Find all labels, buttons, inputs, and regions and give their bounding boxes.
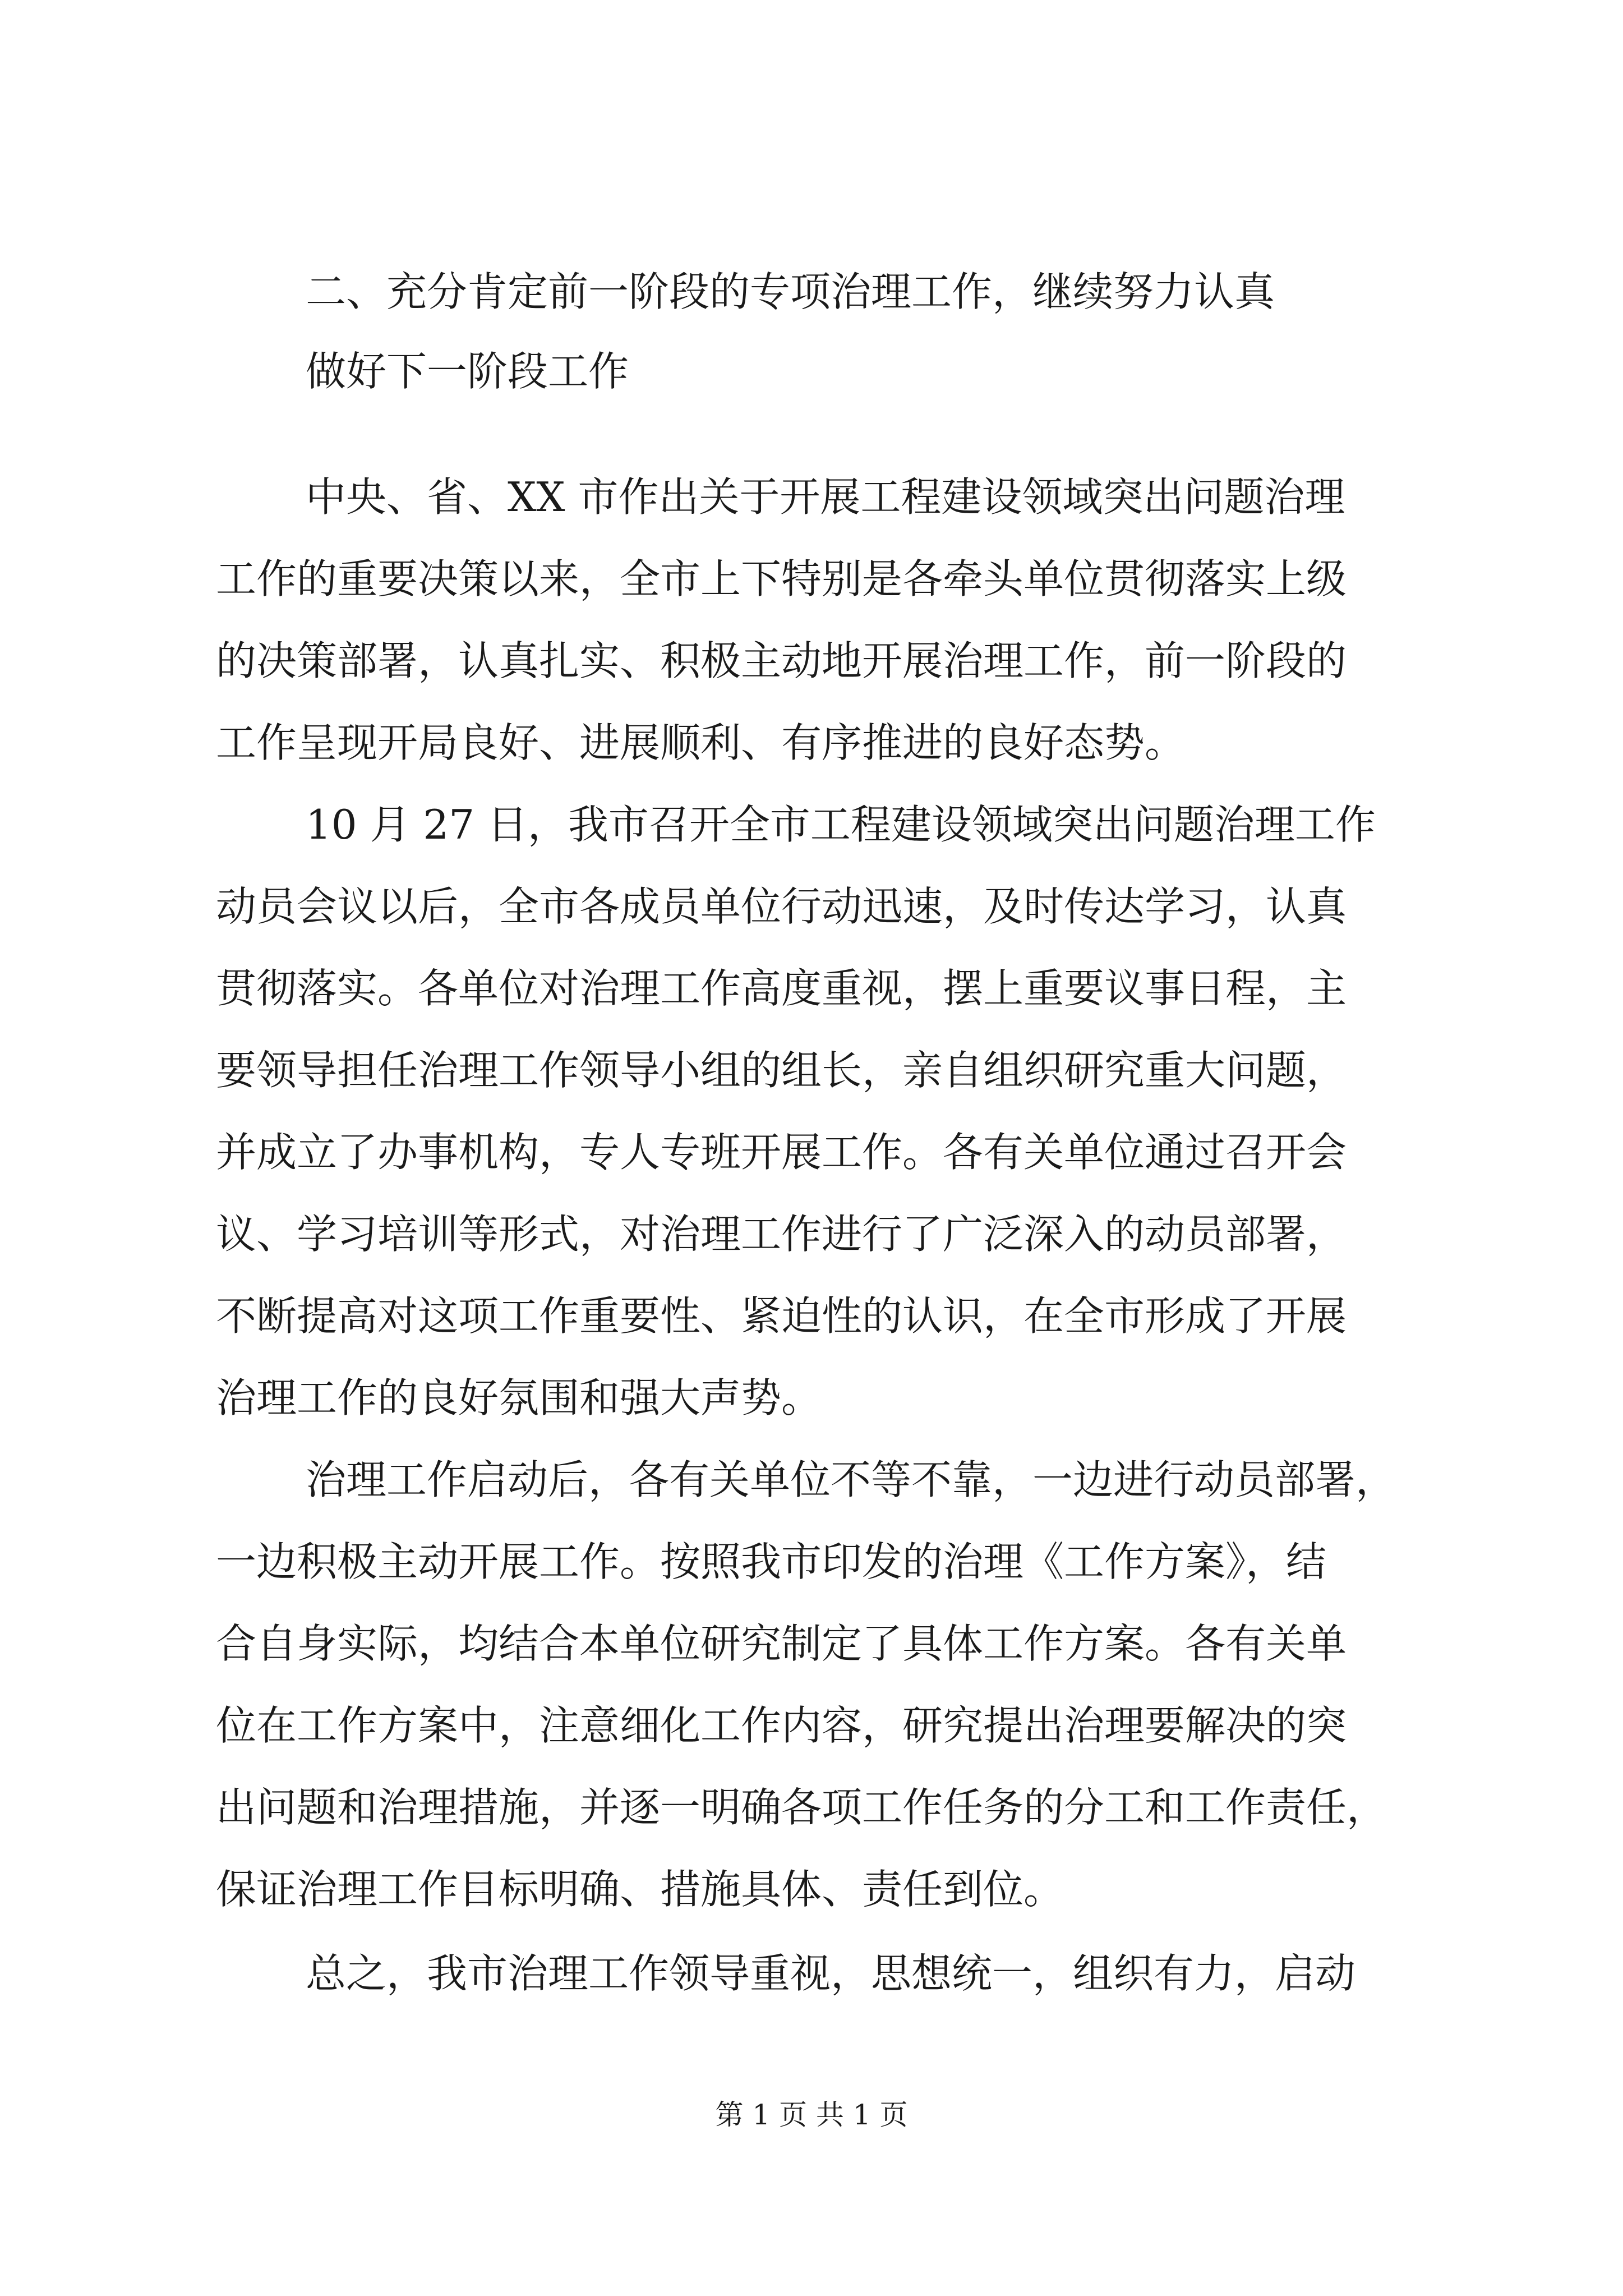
- paragraph-1-line-4: 工作呈现开局良好、进展顺利、有序推进的良好态势。: [216, 719, 1186, 766]
- paragraph-2-line-8: 治理工作的良好氛围和强大声势。: [216, 1374, 822, 1421]
- paragraph-2-line-6: 议、学习培训等形式，对治理工作进行了广泛深入的动员部署，: [216, 1211, 1347, 1258]
- paragraph-1-line-2: 工作的重要决策以来，全市上下特别是各牵头单位贯彻落实上级: [216, 555, 1347, 602]
- paragraph-2-line-2: 动员会议以后，全市各成员单位行动迅速，及时传达学习，认真: [216, 883, 1347, 930]
- paragraph-3-line-2: 一边积极主动开展工作。按照我市印发的治理《工作方案》，结: [216, 1538, 1327, 1585]
- heading-line-2: 做好下一阶段工作: [306, 348, 629, 395]
- paragraph-2-line-4: 要领导担任治理工作领导小组的组长，亲自组织研究重大问题，: [216, 1047, 1347, 1094]
- paragraph-2-line-5: 并成立了办事机构，专人专班开展工作。各有关单位通过召开会: [216, 1129, 1347, 1176]
- heading-line-1: 二、充分肯定前一阶段的专项治理工作，继续努力认真: [306, 268, 1275, 315]
- paragraph-2-line-3: 贯彻落实。各单位对治理工作高度重视，摆上重要议事日程，主: [216, 965, 1347, 1012]
- paragraph-3-line-3: 合自身实际，均结合本单位研究制定了具体工作方案。各有关单: [216, 1620, 1347, 1667]
- paragraph-3-line-4: 位在工作方案中，注意细化工作内容，研究提出治理要解决的突: [216, 1702, 1347, 1749]
- paragraph-4-line-1: 总之，我市治理工作领导重视，思想统一，组织有力，启动: [306, 1950, 1356, 1997]
- paragraph-2-line-1: 10 月 27 日，我市召开全市工程建设领域突出问题治理工作: [306, 801, 1376, 848]
- paragraph-3-line-6: 保证治理工作目标明确、措施具体、责任到位。: [216, 1866, 1064, 1913]
- paragraph-1-line-3: 的决策部署，认真扎实、积极主动地开展治理工作，前一阶段的: [216, 637, 1347, 684]
- paragraph-3-line-5: 出问题和治理措施，并逐一明确各项工作任务的分工和工作责任，: [216, 1784, 1387, 1831]
- page-footer: 第 1 页 共 1 页: [715, 2099, 908, 2131]
- paragraph-2-line-7: 不断提高对这项工作重要性、紧迫性的认识，在全市形成了开展: [216, 1292, 1347, 1340]
- paragraph-3-line-1: 治理工作启动后，各有关单位不等不靠，一边进行动员部署，: [306, 1456, 1396, 1503]
- paragraph-1-line-1: 中央、省、XX 市作出关于开展工程建设领域突出问题治理: [306, 473, 1345, 521]
